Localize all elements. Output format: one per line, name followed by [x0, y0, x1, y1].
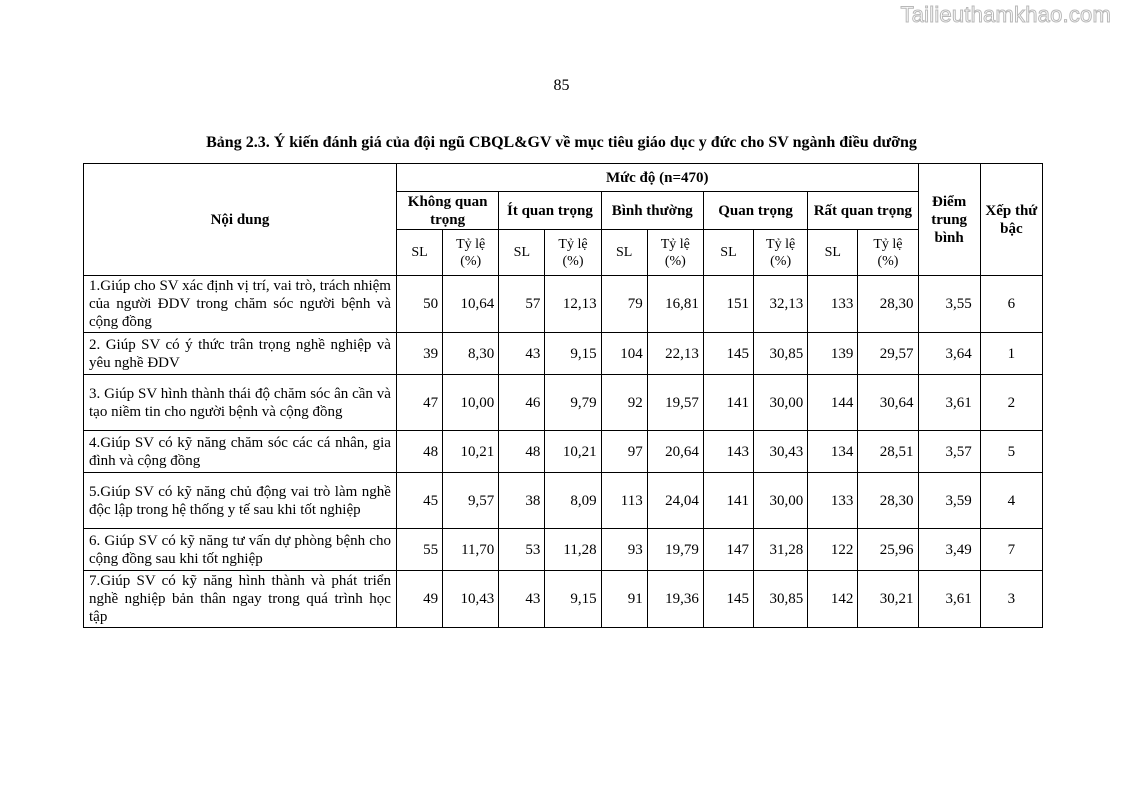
watermark: Tailieuthamkhao.com [900, 2, 1111, 27]
table-row [84, 375, 1043, 431]
cell-rate: 25,96 [858, 529, 918, 571]
subheader-rate: Tỷ lệ (%) [858, 230, 918, 276]
header-level-2: Ít quan trọng [499, 192, 601, 230]
cell-sl: 47 [396, 375, 442, 431]
cell-sl: 139 [808, 333, 858, 375]
cell-rate: 9,79 [545, 375, 601, 431]
cell-rate: 29,57 [858, 333, 918, 375]
cell-rate: 31,28 [754, 529, 808, 571]
cell-rate: 11,28 [545, 529, 601, 571]
cell-rate: 10,21 [443, 431, 499, 473]
cell-rate: 9,57 [443, 473, 499, 529]
cell-rate: 9,15 [545, 571, 601, 628]
table-row [84, 529, 1043, 571]
subheader-sl: SL [808, 230, 858, 276]
cell-sl: 142 [808, 571, 858, 628]
cell-sl: 43 [499, 571, 545, 628]
row-content: 4.Giúp SV có kỹ năng chăm sóc các cá nhân, gia đình và cộng đồng [84, 431, 397, 473]
cell-rate: 19,79 [647, 529, 703, 571]
cell-sl: 53 [499, 529, 545, 571]
cell-sl: 39 [396, 333, 442, 375]
cell-rate: 28,30 [858, 473, 918, 529]
cell-rate: 24,04 [647, 473, 703, 529]
cell-sl: 133 [808, 473, 858, 529]
cell-mean: 3,61 [918, 375, 980, 431]
cell-sl: 38 [499, 473, 545, 529]
cell-rate: 28,30 [858, 276, 918, 333]
cell-mean: 3,61 [918, 571, 980, 628]
cell-sl: 93 [601, 529, 647, 571]
cell-sl: 122 [808, 529, 858, 571]
table-row [84, 571, 1043, 628]
header-level-5: Rất quan trọng [808, 192, 918, 230]
cell-sl: 48 [499, 431, 545, 473]
cell-sl: 104 [601, 333, 647, 375]
cell-rate: 11,70 [443, 529, 499, 571]
subheader-sl: SL [396, 230, 442, 276]
subheader-sl: SL [499, 230, 545, 276]
cell-sl: 141 [703, 473, 753, 529]
table-row [84, 431, 1043, 473]
cell-rank: 1 [980, 333, 1042, 375]
row-content: 5.Giúp SV có kỹ năng chủ động vai trò làm nghề độc lập trong hệ thống y tế sau khi tốt nghiệp [84, 473, 397, 529]
cell-sl: 45 [396, 473, 442, 529]
subheader-rate: Tỷ lệ (%) [647, 230, 703, 276]
header-rank: Xếp thứ bậc [980, 164, 1042, 276]
cell-rate: 10,64 [443, 276, 499, 333]
cell-rate: 10,21 [545, 431, 601, 473]
cell-sl: 57 [499, 276, 545, 333]
cell-rate: 8,09 [545, 473, 601, 529]
cell-rate: 30,64 [858, 375, 918, 431]
cell-mean: 3,55 [918, 276, 980, 333]
cell-rate: 30,00 [754, 473, 808, 529]
cell-mean: 3,64 [918, 333, 980, 375]
cell-rate: 30,85 [754, 571, 808, 628]
cell-rank: 6 [980, 276, 1042, 333]
page-number: 85 [553, 77, 570, 94]
cell-sl: 143 [703, 431, 753, 473]
cell-rank: 2 [980, 375, 1042, 431]
subheader-rate: Tỷ lệ (%) [443, 230, 499, 276]
cell-rate: 10,43 [443, 571, 499, 628]
cell-sl: 97 [601, 431, 647, 473]
cell-rank: 5 [980, 431, 1042, 473]
cell-mean: 3,57 [918, 431, 980, 473]
cell-sl: 147 [703, 529, 753, 571]
cell-rate: 12,13 [545, 276, 601, 333]
cell-sl: 46 [499, 375, 545, 431]
cell-sl: 141 [703, 375, 753, 431]
cell-sl: 91 [601, 571, 647, 628]
cell-rate: 28,51 [858, 431, 918, 473]
cell-sl: 43 [499, 333, 545, 375]
cell-rate: 16,81 [647, 276, 703, 333]
cell-rate: 30,00 [754, 375, 808, 431]
cell-sl: 134 [808, 431, 858, 473]
subheader-rate: Tỷ lệ (%) [545, 230, 601, 276]
header-level-4: Quan trọng [703, 192, 807, 230]
row-content: 1.Giúp cho SV xác định vị trí, vai trò, trách nhiệm của người ĐDV trong chăm sóc người bệnh và cộng đồng [84, 276, 397, 333]
cell-sl: 144 [808, 375, 858, 431]
cell-sl: 133 [808, 276, 858, 333]
row-content: 7.Giúp SV có kỹ năng hình thành và phát triển nghề nghiệp bản thân ngay trong quá trình học tập [84, 571, 397, 628]
cell-sl: 145 [703, 333, 753, 375]
cell-sl: 113 [601, 473, 647, 529]
header-level: Mức độ (n=470) [396, 164, 918, 192]
subheader-sl: SL [703, 230, 753, 276]
row-content: 2. Giúp SV có ý thức trân trọng nghề nghiệp và yêu nghề ĐDV [84, 333, 397, 375]
subheader-rate: Tỷ lệ (%) [754, 230, 808, 276]
table-row [84, 276, 1043, 333]
cell-rank: 3 [980, 571, 1042, 628]
survey-table [83, 163, 1043, 628]
cell-rate: 30,85 [754, 333, 808, 375]
cell-sl: 50 [396, 276, 442, 333]
header-mean: Điểm trung bình [918, 164, 980, 276]
cell-sl: 55 [396, 529, 442, 571]
cell-rate: 32,13 [754, 276, 808, 333]
cell-rate: 8,30 [443, 333, 499, 375]
header-level-1: Không quan trọng [396, 192, 498, 230]
subheader-sl: SL [601, 230, 647, 276]
cell-sl: 145 [703, 571, 753, 628]
cell-rate: 22,13 [647, 333, 703, 375]
cell-sl: 48 [396, 431, 442, 473]
cell-sl: 79 [601, 276, 647, 333]
cell-sl: 151 [703, 276, 753, 333]
header-level-3: Bình thường [601, 192, 703, 230]
cell-rate: 30,21 [858, 571, 918, 628]
cell-rate: 10,00 [443, 375, 499, 431]
cell-rate: 19,36 [647, 571, 703, 628]
cell-sl: 92 [601, 375, 647, 431]
cell-mean: 3,49 [918, 529, 980, 571]
row-content: 6. Giúp SV có kỹ năng tư vấn dự phòng bệnh cho cộng đồng sau khi tốt nghiệp [84, 529, 397, 571]
cell-rate: 30,43 [754, 431, 808, 473]
cell-rate: 9,15 [545, 333, 601, 375]
cell-rank: 4 [980, 473, 1042, 529]
cell-rank: 7 [980, 529, 1042, 571]
row-content: 3. Giúp SV hình thành thái độ chăm sóc ân cần và tạo niềm tin cho người bệnh và cộng đồng [84, 375, 397, 431]
table-title: Bảng 2.3. Ý kiến đánh giá của đội ngũ CBQL&GV về mục tiêu giáo dục y đức cho SV ngành điều dưỡng [206, 134, 917, 151]
table-row [84, 473, 1043, 529]
header-content: Nội dung [84, 164, 397, 276]
cell-rate: 19,57 [647, 375, 703, 431]
cell-sl: 49 [396, 571, 442, 628]
cell-mean: 3,59 [918, 473, 980, 529]
table-row [84, 333, 1043, 375]
cell-rate: 20,64 [647, 431, 703, 473]
